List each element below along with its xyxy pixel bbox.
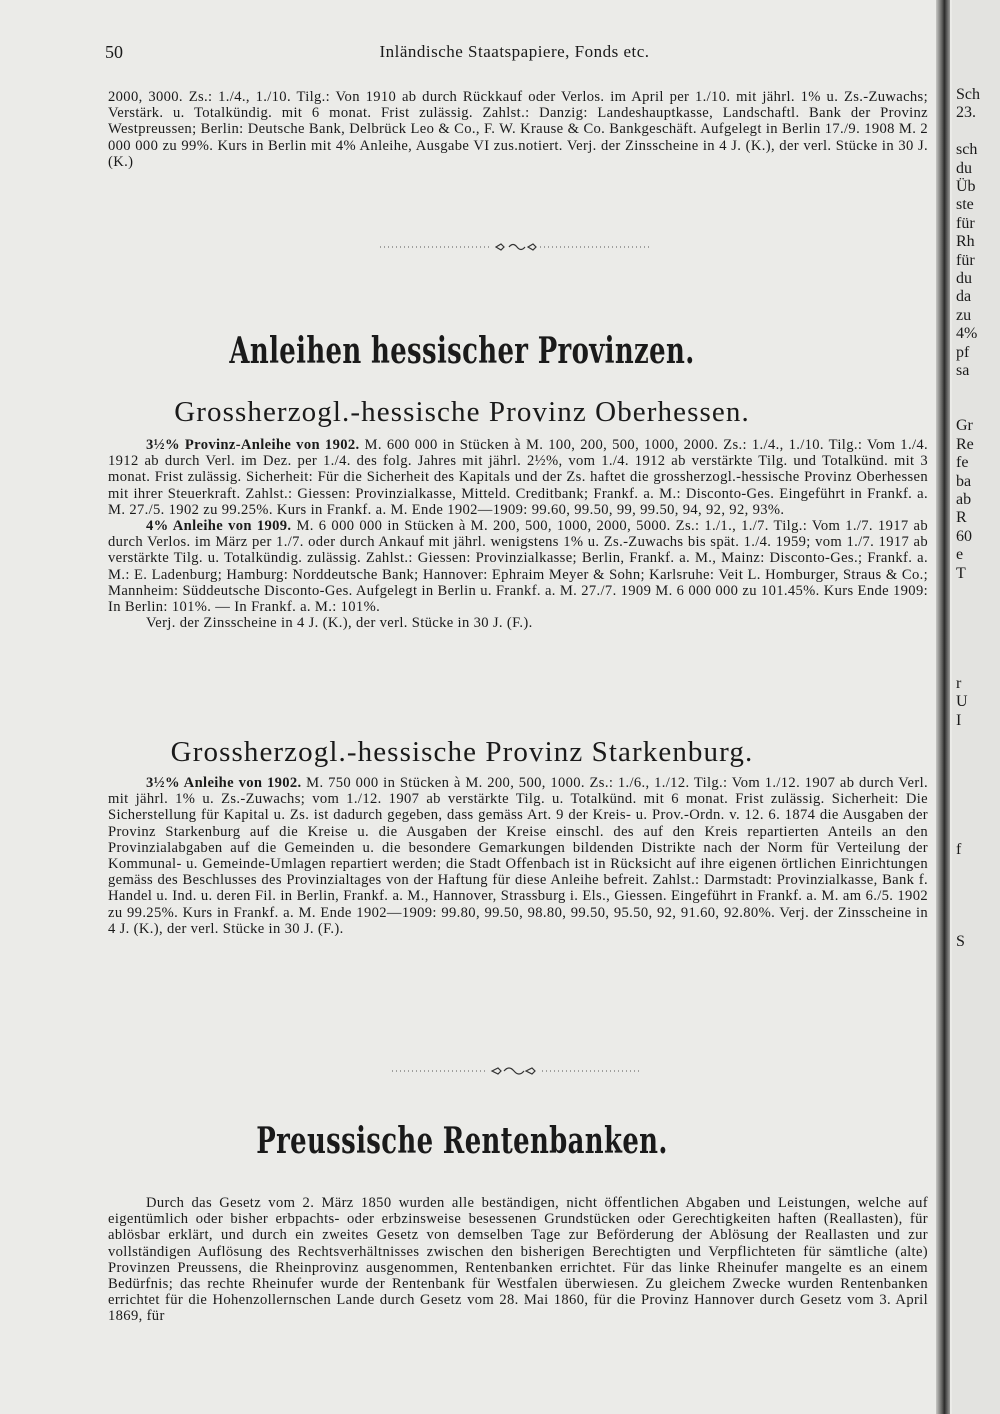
adjacent-fragment-line xyxy=(956,638,980,656)
adjacent-fragment-line: pf xyxy=(956,343,970,361)
adjacent-fragment-line: da xyxy=(956,288,972,306)
adjacent-fragment-line: ba xyxy=(956,472,972,490)
adjacent-fragment-line: sa xyxy=(956,362,970,380)
ornament-divider-1 xyxy=(380,240,650,254)
adjacent-fragment-line xyxy=(956,914,980,932)
adjacent-fragment-line: Re xyxy=(956,435,974,453)
loan-1902-text: M. 600 000 in Stücken à M. 100, 200, 500, 1000, 2000. Zs.: 1./4., 1./10. Tilg.: Vom 1./4. 1912 ab durch Verl. im Dez. per 1./4. des folg. Jahres mit jährl. 2½%, vom 1./4. 1912 ab verstärkte Tilg. und Totalkünd. mit 3 monat. Frist zulässig. Sicherheit: Für die Sicherheit des Kapitals und der Zs. haftet die grossherzogl.-hessische Provinz Oberhessen mit ihrer Steuerkraft. Zahlst.: Giessen: Provinzialkasse, Mitteld. Creditbank; Frankf. a. M.: Disconto-Ges. Eingeführt in Frankf. a. M. 27./5. 1902 zu 99.25%. Kurs in Frankf. a. M. Ende 1902—1909: 99.60, 99.50, 99, 99.50, 94, 92, 92, 93%. xyxy=(108,437,929,518)
adjacent-fragment-line: für xyxy=(956,214,975,232)
adjacent-fragment-line: du xyxy=(956,270,972,288)
adjacent-fragment-line xyxy=(956,896,980,914)
adjacent-fragment-line xyxy=(956,730,980,748)
adjacent-fragment-line: r xyxy=(956,675,962,692)
adjacent-fragment-line: du xyxy=(956,159,972,177)
adjacent-fragment-line: Gr xyxy=(956,417,973,435)
adjacent-fragment-line: 60 xyxy=(956,527,972,545)
adjacent-fragment-line: Rh xyxy=(956,233,975,251)
adjacent-fragment-line: zu xyxy=(956,306,972,324)
adjacent-fragment-line xyxy=(956,859,980,877)
adjacent-fragment-line xyxy=(956,767,980,785)
adjacent-fragment-line: fe xyxy=(956,454,969,472)
adjacent-fragment-line: für xyxy=(956,251,975,269)
oberhessen-title: Grossherzogl.-hessische Provinz Oberhessen. xyxy=(174,396,750,428)
adjacent-fragment-line: T xyxy=(956,564,966,582)
adjacent-fragment-line: ab xyxy=(956,490,972,508)
oberhessen-loan-1909 xyxy=(108,518,928,615)
adjacent-fragment-line: Sch xyxy=(956,86,980,103)
starkenburg-title: Grossherzogl.-hessische Provinz Starkenburg. xyxy=(170,736,754,768)
starkenburg-loans xyxy=(108,775,928,937)
ornament-divider-2 xyxy=(392,1064,642,1078)
page-header xyxy=(105,42,924,64)
adjacent-fragment-line xyxy=(956,583,980,601)
adjacent-fragment-line xyxy=(956,877,980,895)
westpreussen-loan-continuation xyxy=(108,89,928,170)
starkenburg-loan-text: M. 750 000 in Stücken à M. 200, 500, 1000. Zs.: 1./6., 1./12. Tilg.: Vom 1./12. 1907 ab durch Verl. mit jährl. 1% u. Zs.-Zuwachs; vom 1./12. 1907 ab verstärkte Tilg. u. Totalkünd. mit 6 monat. Frist zulässig. Sicherheit: Die Sicherstellung für Kapital u. Zs. ist dadurch gegeben, dass gemäss Art. 9 der Kreis- u. Prov.-Ordn. v. 12. 6. 1874 die Ausgaben der Provinz Starkenburg auf die Kreise u. die Ausgaben der Kreise einschl. des auf den Kreis repartierten Anteils an den Provinzialabgaben auf die Gemeinden u. die besondere Gemarkungen bildenden Distrikte nach der Norm für Verteilung der Kommunal- u. Gemeinde-Umlagen repartiert werden; die Stadt Offenbach ist in Rücksicht auf ihre eigenen örtlichen Einrichtungen gemäss des Beschlusses des Provinzialtages von der Haftung für diese Anleihe befreit. Zahlst.: Darmstadt: Provinzialkasse, Bank f. Handel u. Ind. u. deren Fil. in Berlin, Frankf. a. M., Hannover, Strassburg i. Els., Giessen. Eingeführt in Frankf. a. M. am 6./5. 1902 zu 99.25%. Kurs in Frankf. a. M. Ende 1902—1909: 99.80, 99.50, 98.80, 99.50, 95.50, 92, 91.60, 92.80%. Verj. der Zinsscheine in 4 J. (K.), der verl. Stücke in 30 J. (F.). xyxy=(108,775,928,937)
adjacent-page-fragment xyxy=(952,0,1000,1414)
adjacent-fragment-line xyxy=(956,749,980,767)
adjacent-fragment-line xyxy=(956,657,980,675)
running-title: Inländische Staatspapiere, Fonds etc. xyxy=(379,42,650,61)
starkenburg-loan-label: 3½% Anleihe von 1902. xyxy=(146,775,302,791)
adjacent-fragment-line: 4% xyxy=(956,325,978,343)
loan-1902-label: 3½% Provinz-Anleihe von 1902. xyxy=(146,437,360,453)
adjacent-fragment-line xyxy=(956,381,980,399)
adjacent-fragment-line: Üb xyxy=(956,178,976,196)
adjacent-fragment-line xyxy=(956,399,980,417)
adjacent-fragment-line: U xyxy=(956,693,968,711)
adjacent-fragment-line xyxy=(956,785,980,803)
oberhessen-loan-1902 xyxy=(108,437,928,518)
adjacent-fragment-line: f xyxy=(956,840,962,858)
adjacent-fragment-line: R xyxy=(956,509,967,527)
adjacent-fragment-line: e xyxy=(956,546,964,564)
adjacent-fragment-line xyxy=(956,804,980,822)
adjacent-fragment-line: S xyxy=(956,932,965,950)
loan-1909-label: 4% Anleihe von 1909. xyxy=(146,518,292,535)
adjacent-fragment-line xyxy=(956,601,980,619)
page-number: 50 xyxy=(105,42,123,62)
adjacent-page-text xyxy=(956,86,980,951)
rentenbanken-paragraph: Durch das Gesetz vom 2. März 1850 wurden alle beständigen, nicht öffentlichen Abgaben und Leistungen, welche auf eigentümlich oder bisher erbpachts- oder erbzinsweise besessenen Grundstücken oder Gerechtigkeiten haften (Reallasten), für ablösbar erklärt, und durch ein zweites Gesetz von demselben Tage zur Beförderung der Ablösung der Reallasten und zur vollständigen Auflösung des Rechtsverhältnisses zwischen den bisherigen Berechtigten und Verpflichteten für sämtliche (alte) Provinzen Preussens, die Rheinprovinz ausgenommen, Rentenbanken errichtet. Für das linke Rheinufer mangelte es an einem Bedürfnis; das rechte Rheinufer wurde der Rentenbank für Westfalen überwiesen. Zu gleichem Zwecke wurden Rentenbanken errichtet für die Hohenzollernschen Lande durch Gesetz vom 28. Mai 1860, für die Provinz Hannover durch Gesetz vom 3. April 1869, für xyxy=(108,1195,928,1325)
book-gutter xyxy=(936,0,950,1414)
oberhessen-loans xyxy=(108,437,928,631)
adjacent-fragment-line: sch xyxy=(956,141,978,159)
rentenbanken-body xyxy=(108,1195,928,1325)
oberhessen-verjaehrung: Verj. der Zinsscheine in 4 J. (K.), der verl. Stücke in 30 J. (F.). xyxy=(146,615,533,632)
loan-1909-text: M. 6 000 000 in Stücken à M. 200, 500, 1000, 2000, 5000. Zs.: 1./1., 1./7. Tilg.: Vom 1./7. 1917 ab durch Verlos. im März per 1./7. oder durch Ankauf mit jährl. wenigstens 1% u. Zs.-Zuwachs bis spät. 1./4. 1959; vom 1./7. 1917 ab verstärkte Tilg. u. Totalkündig. zulässig. Zahlst.: Giessen: Provinzialkasse; Berlin, Frankf. a. M., Mainz: Disconto-Ges.; Frankf. a. M.: E. Ladenburg; Hamburg: Norddeutsche Bank; Hannover: Ephraim Meyer & Sohn; Karlsruhe: Veit L. Homburger, Straus & Co.; Mannheim: Süddeutsche Disconto-Ges. Aufgelegt in Berlin u. Frankf. a. M. 27./7. 1909 M. 6 000 000 zu 101.45%. Kurs Ende 1909: In Berlin: 101%. — In Frankf. a. M.: 101%. xyxy=(108,518,928,616)
adjacent-fragment-line: I xyxy=(956,711,962,729)
starkenburg-loan-1902 xyxy=(108,775,928,937)
adjacent-fragment-line: ste xyxy=(956,196,974,214)
adjacent-fragment-line xyxy=(956,620,980,638)
section-title-hessen: Anleihen hessischer Provinzen. xyxy=(229,330,695,372)
section-title-rentenbanken: Preussische Rentenbanken. xyxy=(256,1120,668,1162)
adjacent-fragment-line xyxy=(956,822,980,840)
paragraph-top: 2000, 3000. Zs.: 1./4., 1./10. Tilg.: Von 1910 ab durch Rückkauf oder Verlos. im April per 1./10. mit jährl. 1% u. Zs.-Zuwachs; Verstärk. u. Totalkündig. mit 6 monat. Frist zulässig. Zahlst.: Danzig: Landeshauptkasse, Landschaftl. Bank der Provinz Westpreussen; Berlin: Deutsche Bank, Delbrück Leo & Co., F. W. Krause & Co. Bankgeschäft. Aufgelegt in Berlin 17./9. 1908 M. 2 000 000 zu 99%. Kurs in Berlin mit 4% Anleihe, Ausgabe VI zus.notiert. Verj. der Zinsscheine in 4 J. (K.), der verl. Stücke in 30 J. (K.) xyxy=(108,89,928,170)
adjacent-fragment-line: 23. xyxy=(956,104,976,122)
adjacent-fragment-line xyxy=(956,123,980,141)
